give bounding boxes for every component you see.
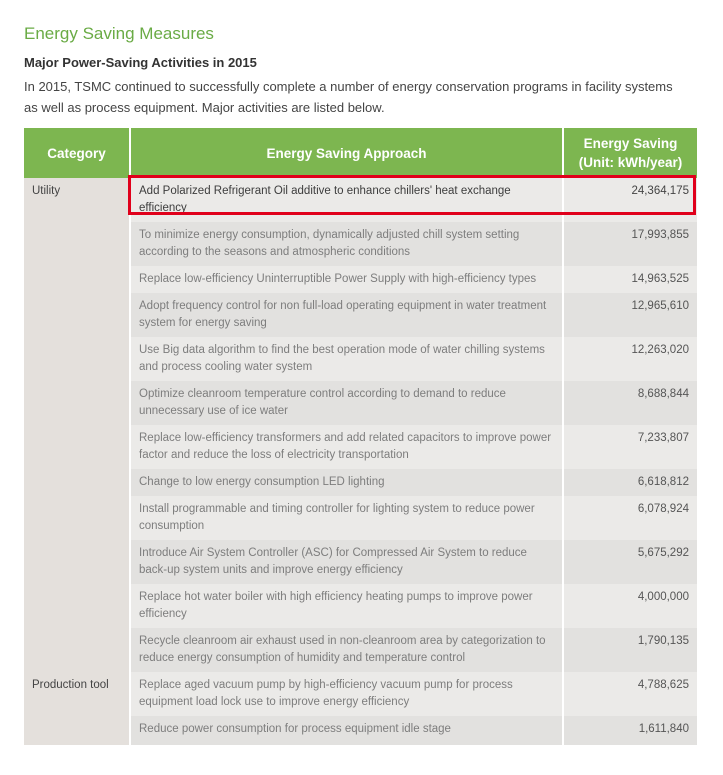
table-row [24, 672, 697, 716]
category-production-tool: Production tool [24, 672, 130, 745]
table-header-row [24, 128, 697, 178]
header-energy-saving [563, 128, 697, 178]
value-cell: 12,263,020 [563, 337, 697, 381]
approach-cell: Replace hot water boiler with high efficiency heating pumps to improve power efficiency [130, 584, 563, 628]
approach-cell: Replace low-efficiency Uninterruptible Power Supply with high-efficiency types [130, 266, 563, 293]
approach-cell: Install programmable and timing controller for lighting system to reduce power consumption [130, 496, 563, 540]
value-cell: 17,993,855 [563, 222, 697, 266]
header-energy-saving-line1: Energy Saving [583, 136, 678, 151]
section-subtitle: Major Power-Saving Activities in 2015 [24, 55, 257, 70]
approach-cell: Change to low energy consumption LED lighting [130, 469, 563, 496]
approach-cell: Add Polarized Refrigerant Oil additive to enhance chillers' heat exchange efficiency [130, 178, 563, 222]
value-cell: 14,963,525 [563, 266, 697, 293]
value-cell: 5,675,292 [563, 540, 697, 584]
table-row [24, 178, 697, 222]
header-approach: Energy Saving Approach [130, 128, 563, 178]
header-category: Category [24, 128, 130, 178]
value-cell: 4,000,000 [563, 584, 697, 628]
category-utility: Utility [24, 178, 130, 672]
intro-paragraph: In 2015, TSMC continued to successfully complete a number of energy conservation programs in facility systems as well as process equipment. Major activities are listed below. [24, 79, 673, 115]
value-cell: 8,688,844 [563, 381, 697, 425]
value-cell: 1,611,840 [563, 716, 697, 745]
value-cell: 12,965,610 [563, 293, 697, 337]
value-cell: 7,233,807 [563, 425, 697, 469]
approach-cell: Recycle cleanroom air exhaust used in non-cleanroom area by categorization to reduce energy consumption of humidity and temperature control [130, 628, 563, 672]
approach-cell: To minimize energy consumption, dynamically adjusted chill system setting according to the seasons and atmospheric conditions [130, 222, 563, 266]
value-cell: 4,788,625 [563, 672, 697, 716]
energy-saving-table [24, 128, 697, 745]
approach-cell: Use Big data algorithm to find the best operation mode of water chilling systems and process cooling water system [130, 337, 563, 381]
value-cell: 1,790,135 [563, 628, 697, 672]
section-title: Energy Saving Measures [24, 24, 214, 43]
value-cell: 24,364,175 [563, 178, 697, 222]
approach-cell: Introduce Air System Controller (ASC) for Compressed Air System to reduce back-up system units and improve energy efficiency [130, 540, 563, 584]
approach-cell: Replace low-efficiency transformers and add related capacitors to improve power factor and reduce the loss of electricity transportation [130, 425, 563, 469]
approach-cell: Optimize cleanroom temperature control according to demand to reduce unnecessary use of ice water [130, 381, 563, 425]
approach-cell: Replace aged vacuum pump by high-efficiency vacuum pump for process equipment load lock use to improve energy efficiency [130, 672, 563, 716]
value-cell: 6,618,812 [563, 469, 697, 496]
approach-cell: Reduce power consumption for process equipment idle stage [130, 716, 563, 745]
value-cell: 6,078,924 [563, 496, 697, 540]
header-energy-saving-line2: (Unit: kWh/year) [578, 155, 683, 170]
approach-cell: Adopt frequency control for non full-load operating equipment in water treatment system for energy saving [130, 293, 563, 337]
